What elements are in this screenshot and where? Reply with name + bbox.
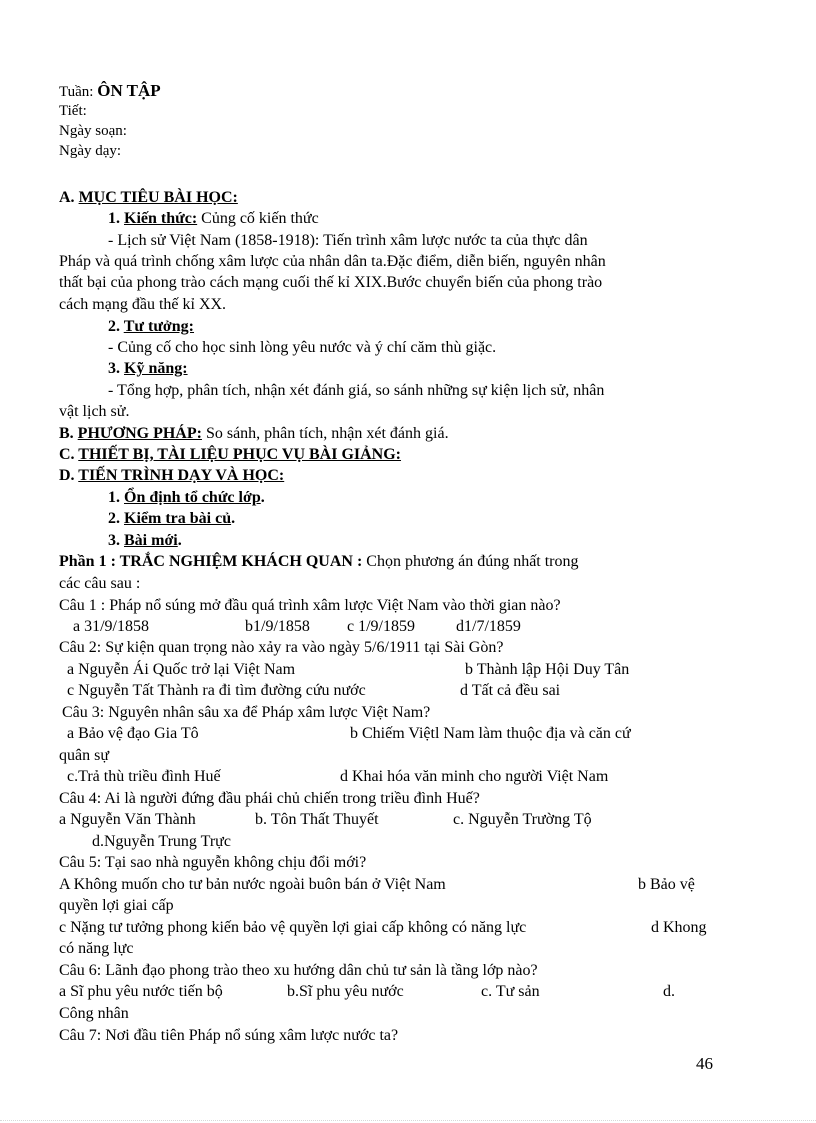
q3-row-1 — [59, 723, 719, 744]
knowledge-desc-3: thất bại của phong trào cách mạng cuối thế kỉ XIX.Bước chuyển biến của phong trào — [59, 274, 603, 291]
q3-option-c: c.Trả thù triều đình Huế — [67, 768, 221, 785]
step-2 — [108, 508, 768, 529]
q1-option-c: c 1/9/1859 — [347, 618, 415, 635]
question-7: Câu 7: Nơi đầu tiên Pháp nổ súng xâm lược nước ta? — [59, 1027, 399, 1044]
q3-option-d: d Khai hóa văn minh cho người Việt Nam — [340, 768, 609, 785]
section-b-title: PHƯƠNG PHÁP: — [77, 425, 202, 442]
section-b-line — [59, 423, 719, 444]
step-1-label: Ổn định tổ chức lớp — [124, 489, 261, 506]
q6-row-1 — [59, 981, 719, 1002]
section-c-title: THIẾT BỊ, TÀI LIỆU PHỤC VỤ BÀI GIẢNG: — [78, 446, 402, 463]
q5-option-b-cont: quyền lợi giai cấp — [59, 897, 174, 914]
q2-row-2 — [59, 680, 719, 701]
q3-option-b-cont: quân sự — [59, 747, 109, 764]
knowledge-desc-4: cách mạng đầu thế kỉ XX. — [59, 296, 227, 313]
question-1-options — [59, 616, 719, 637]
thought-label: Tư tưởng: — [123, 318, 195, 335]
knowledge-desc-2: Pháp và quá trình chống xâm lược của nhân dân ta.Đặc điểm, diễn biến, nguyên nhân — [59, 253, 606, 270]
q6-option-c: c. Tư sản — [481, 983, 540, 1000]
q2-option-a: a Nguyễn Ái Quốc trở lại Việt Nam — [67, 661, 296, 678]
q5-option-a: A Không muốn cho tư bản nước ngoài buôn bán ở Việt Nam — [59, 876, 446, 893]
q3-option-b: b Chiếm Việtl Nam làm thuộc địa và căn cứ — [350, 725, 631, 742]
part-1-instruction-2: các câu sau : — [59, 575, 141, 592]
knowledge-label: Kiến thức: — [124, 210, 198, 227]
prep-date-label: Ngày soạn: — [59, 123, 127, 139]
section-b-prefix: B. — [59, 425, 78, 442]
q5-option-b: b Bảo vệ — [638, 876, 695, 893]
section-a-title: MỤC TIÊU BÀI HỌC: — [78, 189, 238, 206]
q5-option-d: d Khong — [651, 919, 707, 936]
q1-option-d: d1/7/1859 — [456, 618, 521, 635]
q1-option-a: a 31/9/1858 — [73, 618, 149, 635]
page-number: 46 — [696, 1054, 713, 1073]
step-3-num: 3. — [108, 532, 124, 549]
q4-option-d: d.Nguyễn Trung Trực — [92, 833, 231, 850]
question-3-text: Câu 3: Nguyên nhân sâu xa để Pháp xâm lược Việt Nam? — [62, 704, 431, 721]
knowledge-desc-1: - Lịch sử Việt Nam (1858-1918): Tiến trình xâm lược nước ta của thực dân — [108, 232, 588, 249]
section-a-heading — [59, 187, 719, 208]
q4-row-1 — [59, 809, 719, 830]
q5-row-2 — [59, 917, 719, 938]
step-2-num: 2. — [108, 510, 124, 527]
question-6: Câu 6: Lãnh đạo phong trào theo xu hướng dân chủ tư sản là tầng lớp nào? — [59, 962, 538, 979]
part-1-label: Phần 1 : TRẮC NGHIỆM KHÁCH QUAN : — [59, 553, 363, 570]
section-d-title: TIẾN TRÌNH DẠY VÀ HỌC: — [78, 467, 285, 484]
week-title: ÔN TẬP — [97, 81, 161, 100]
question-1: Câu 1 : Pháp nổ súng mở đầu quá trình xâm lược Việt Nam vào thời gian nào? — [59, 597, 561, 614]
q6-option-d-cont: Công nhân — [59, 1005, 129, 1022]
section-c-line — [59, 444, 719, 465]
step-3-end: . — [177, 532, 182, 549]
knowledge-text: Củng cố kiến thức — [197, 210, 319, 227]
section-d-line — [59, 465, 719, 486]
period-label: Tiết: — [59, 103, 87, 119]
week-label: Tuần: — [59, 84, 94, 100]
week-line — [59, 80, 719, 101]
q1-option-b: b1/9/1858 — [245, 618, 310, 635]
question-4: Câu 4: Ai là người đứng đầu phái chủ chiến trong triều đình Huế? — [59, 790, 480, 807]
q5-row-1 — [59, 874, 719, 895]
question-2: Câu 2: Sự kiện quan trọng nào xảy ra vào ngày 5/6/1911 tại Sài Gòn? — [59, 639, 504, 656]
page-bottom-divider — [0, 1120, 816, 1121]
q2-option-c: c Nguyễn Tất Thành ra đi tìm đường cứu nước — [67, 682, 366, 699]
skill-num: 3. — [108, 360, 124, 377]
q6-option-d: d. — [663, 983, 675, 1000]
step-1-end: . — [260, 489, 265, 506]
q2-row-1 — [59, 659, 719, 680]
part-1-instruction: Chọn phương án đúng nhất trong — [362, 553, 579, 570]
step-3-label: Bài mới — [124, 532, 178, 549]
question-5: Câu 5: Tại sao nhà nguyễn không chịu đổi mới? — [59, 854, 367, 871]
step-3 — [108, 530, 768, 551]
step-2-label: Kiểm tra bài củ — [124, 510, 232, 527]
thought-line — [108, 316, 768, 337]
question-3 — [59, 702, 719, 723]
q4-option-b: b. Tôn Thất Thuyết — [255, 811, 379, 828]
q4-row-2 — [59, 831, 719, 852]
knowledge-num: 1. — [108, 210, 124, 227]
section-b-text: So sánh, phân tích, nhận xét đánh giá. — [201, 425, 449, 442]
step-1-num: 1. — [108, 489, 124, 506]
skill-label: Kỹ năng: — [124, 360, 188, 377]
q6-option-a: a Sĩ phu yêu nước tiến bộ — [59, 983, 223, 1000]
step-1 — [108, 487, 768, 508]
q5-option-d-cont: có năng lực — [59, 940, 134, 957]
knowledge-line — [108, 208, 768, 229]
q3-row-2 — [59, 766, 719, 787]
q3-option-a: a Bảo vệ đạo Gia Tô — [67, 725, 199, 742]
step-2-end: . — [231, 510, 236, 527]
q2-option-b: b Thành lập Hội Duy Tân — [465, 661, 630, 678]
skill-line — [108, 358, 768, 379]
section-d-prefix: D. — [59, 467, 79, 484]
q2-option-d: d Tất cả đều sai — [460, 682, 561, 699]
part-1-line — [59, 551, 719, 572]
thought-num: 2. — [108, 318, 124, 335]
section-c-prefix: C. — [59, 446, 79, 463]
thought-desc: - Củng cố cho học sinh lòng yêu nước và ý chí căm thù giặc. — [108, 339, 497, 356]
q4-option-c: c. Nguyễn Trường Tộ — [453, 811, 592, 828]
section-a-prefix: A. — [59, 189, 79, 206]
q6-option-b: b.Sĩ phu yêu nước — [287, 983, 404, 1000]
q5-option-c: c Nặng tư tưởng phong kiến bảo vệ quyền lợi giai cấp không có năng lực — [59, 919, 527, 936]
skill-desc-2: vật lịch sử. — [59, 403, 130, 420]
q4-option-a: a Nguyễn Văn Thành — [59, 811, 196, 828]
teach-date-label: Ngày dạy: — [59, 143, 122, 159]
skill-desc-1: - Tổng hợp, phân tích, nhận xét đánh giá, so sánh những sự kiện lịch sử, nhân — [108, 382, 605, 399]
